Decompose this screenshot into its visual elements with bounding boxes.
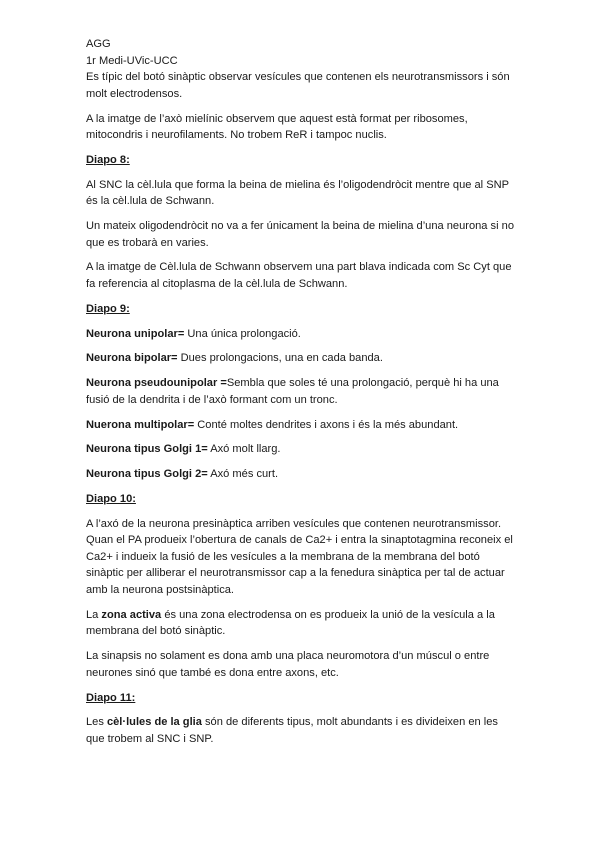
section-heading-diapo-10: Diapo 10: (86, 492, 136, 505)
text: La (86, 608, 102, 621)
section-heading-diapo-8: Diapo 8: (86, 153, 130, 166)
text: Les (86, 716, 107, 729)
term: Neurona bipolar= (86, 352, 178, 365)
term: Neurona pseudounipolar = (86, 377, 227, 390)
definition: Axó molt llarg. (207, 443, 281, 456)
neuron-definition (86, 466, 514, 483)
header-initials: AGG (86, 38, 111, 50)
paragraph: Al SNC la cèl.lula que forma la beina de mielina és l’oligodendròcit mentre que al SNP és la cèl.lula de Schwann. (86, 178, 509, 208)
definition: Conté moltes dendrites i axons i és la més abundant. (194, 418, 459, 431)
neuron-definition (86, 441, 514, 458)
term: zona activa (101, 608, 162, 621)
text: és una zona electrodensa on es produeix la unió de la vesícula a la membrana del botó sinàptic. (86, 608, 495, 638)
paragraph: La sinapsis no solament es dona amb una placa neuromotora d’un múscul o entre neurones sinó que també es dona entre axons, etc. (86, 650, 490, 679)
paragraph (86, 607, 514, 640)
neuron-definition (86, 326, 514, 343)
term: Neurona unipolar= (86, 327, 185, 340)
paragraph (86, 714, 514, 747)
header-course: 1r Medi-UVic-UCC (86, 54, 178, 67)
paragraph: A la imatge de l’axò mielínic observem que aquest està format per ribosomes, mitocondris i neurofilaments. No trobem ReR i tampoc nuclis. (86, 112, 468, 142)
term: cèl·lules de la glia (106, 716, 202, 729)
paragraph: A l’axó de la neurona presinàptica arriben vesícules que contenen neurotransmissor. Quan el PA produeix l’obertura de canals de Ca2+ i entra la sinaptotagmina reconeix el Ca2+ i indueix la fusió de les vesícules a la membrana de la membrana del botó sinàptic per alliberar el neurotransmissor cap a la fenedura sinàptica per tal de actuar amb la neurona postsinàptica. (86, 517, 513, 597)
neuron-definition (86, 417, 514, 434)
text: són de diferents tipus, molt abundants i es divideixen en les que trobem al SNC i SNP. (86, 716, 498, 745)
paragraph: Es típic del botó sinàptic observar vesícules que contenen els neurotransmissors i són molt electrodensos. (86, 71, 510, 100)
term: Neurona tipus Golgi 1= (86, 443, 208, 456)
definition: Sembla que soles té una prolongació, perquè hi ha una fusió de la dendrita i de l’axò formant com un tronc. (86, 377, 499, 406)
neuron-definition (86, 375, 514, 408)
definition: Dues prolongacions, una en cada banda. (177, 352, 383, 365)
neuron-definition (86, 350, 514, 367)
definition: Una única prolongació. (184, 327, 301, 340)
section-heading-diapo-11: Diapo 11: (86, 691, 136, 704)
definition: Axó més curt. (207, 468, 279, 481)
term: Nuerona multipolar= (86, 418, 195, 431)
paragraph: Un mateix oligodendròcit no va a fer únicament la beina de mielina d’una neurona si no que es trobarà en varies. (86, 220, 514, 249)
paragraph: A la imatge de Cèl.lula de Schwann observem una part blava indicada com Sc Cyt que fa referencia al citoplasma de la cèl.lula de Schwann. (86, 261, 512, 291)
section-heading-diapo-9: Diapo 9: (86, 302, 130, 315)
term: Neurona tipus Golgi 2= (86, 468, 208, 481)
